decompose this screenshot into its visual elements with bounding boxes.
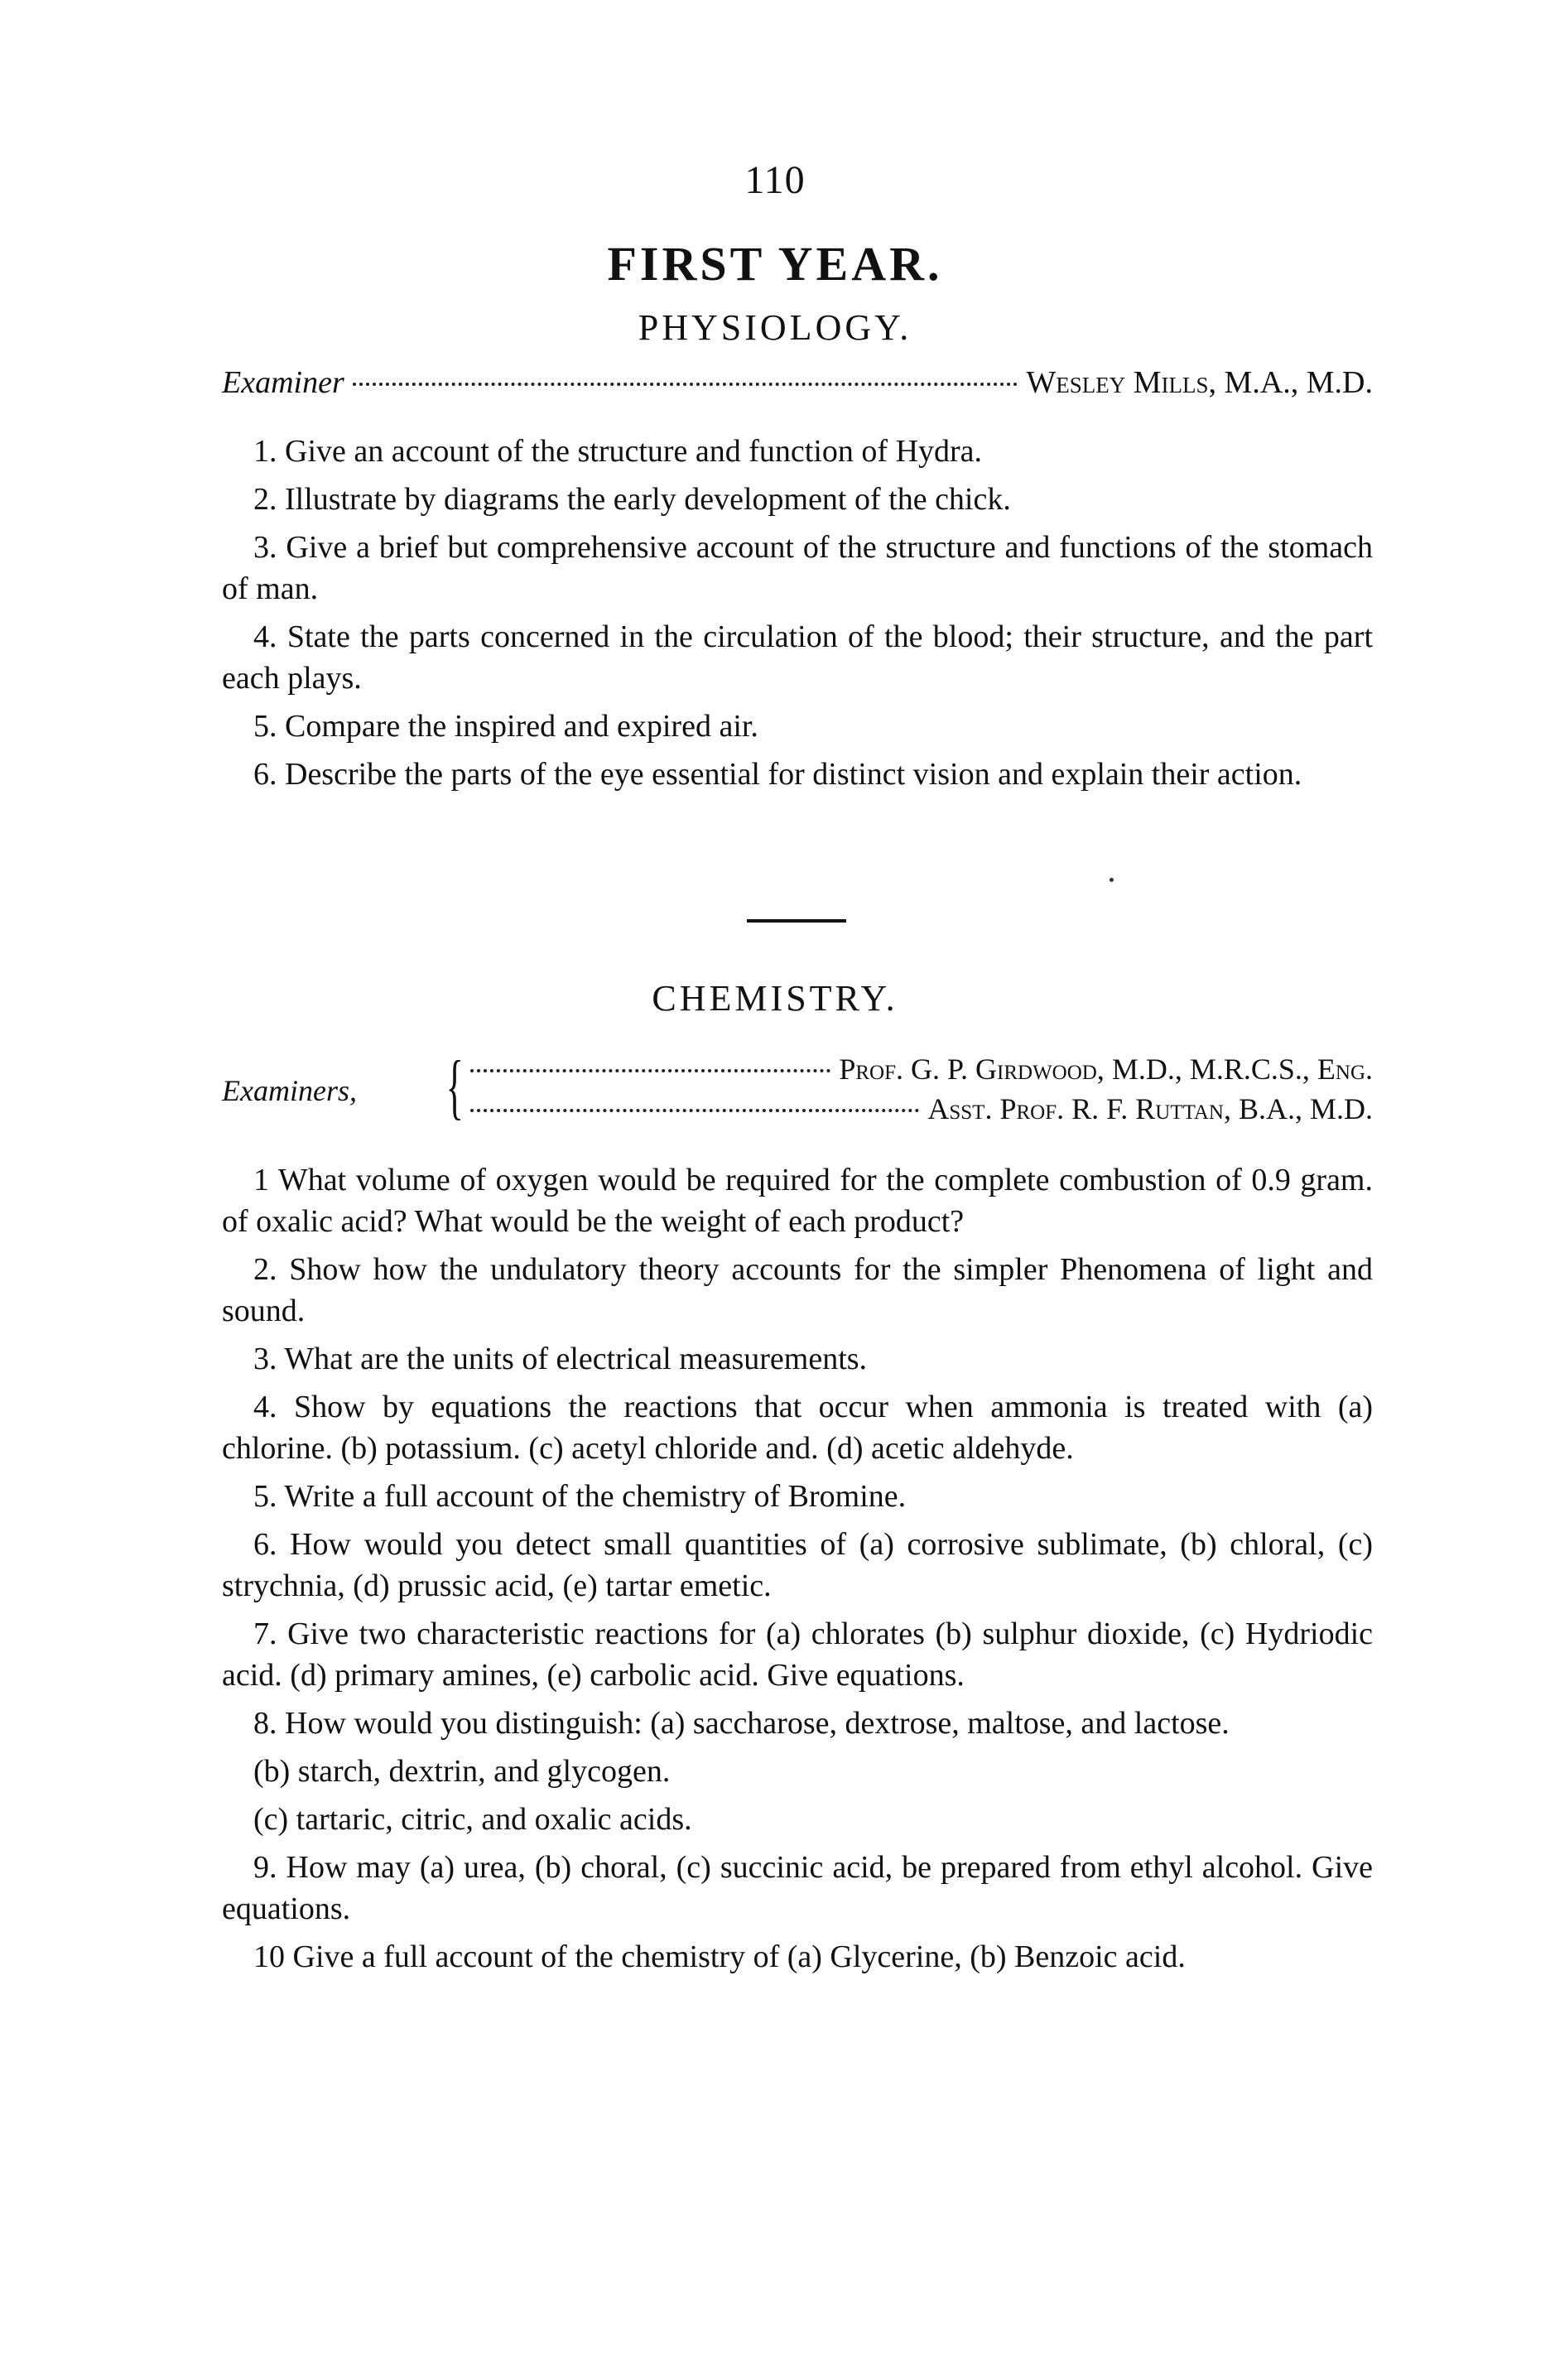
physiology-examiner-line (222, 364, 1373, 401)
chemistry-question: 9. How may (a) urea, (b) choral, (c) succinic acid, be prepared from ethyl alcohol. Give equations. (222, 1850, 1373, 1926)
chemistry-question: 4. Show by equations the reactions that occur when ammonia is treated with (a) chlorine. (b) potassium. (c) acetyl chloride and. (d) acetic aldehyde. (222, 1390, 1373, 1466)
chemistry-examiners (222, 1047, 1373, 1141)
chemistry-subquestion: (b) starch, dextrin, and glycogen. (253, 1754, 671, 1789)
physiology-question: 6. Describe the parts of the eye essential for distinct vision and explain their action. (253, 757, 1302, 792)
physiology-question: 2. Illustrate by diagrams the early development of the chick. (253, 482, 1011, 517)
chemistry-question: 1 What volume of oxygen would be required for the complete combustion of 0.9 gram. of oxalic acid? What would be the weight of each product? (222, 1163, 1373, 1239)
year-title: FIRST YEAR. (607, 237, 943, 291)
dot-leader (353, 383, 1018, 386)
chemistry-question: 3. What are the units of electrical measurements. (253, 1342, 868, 1376)
chemistry-question: 5. Write a full account of the chemistry of Bromine. (253, 1479, 907, 1514)
physiology-question: 5. Compare the inspired and expired air. (253, 709, 758, 744)
chemistry-examiner-row (470, 1052, 1373, 1086)
chemistry-question: 8. How would you distinguish: (a) saccharose, dextrose, maltose, and lactose. (253, 1706, 1230, 1741)
physiology-question: 1. Give an account of the structure and function of Hydra. (253, 434, 983, 469)
physiology-title: PHYSIOLOGY. (638, 307, 912, 348)
chemistry-title: CHEMISTRY. (652, 978, 898, 1019)
physiology-examiner-name: Wesley Mills, M.A., M.D. (1026, 365, 1373, 400)
chemistry-examiner-name: Asst. Prof. R. F. Ruttan, B.A., M.D. (927, 1092, 1373, 1125)
physiology-questions (222, 431, 1373, 802)
section-divider (747, 919, 846, 923)
chemistry-examiners-label: Examiners, (222, 1074, 357, 1107)
physiology-question: 4. State the parts concerned in the circulation of the blood; their structure, and the part each plays. (222, 619, 1373, 696)
physiology-question: 3. Give a brief but comprehensive account of the structure and functions of the stomach of man. (222, 530, 1373, 606)
brace-icon: { (445, 1047, 464, 1127)
chemistry-subquestion: (c) tartaric, citric, and oxalic acids. (253, 1802, 692, 1837)
chemistry-question: 10 Give a full account of the chemistry of (a) Glycerine, (b) Benzoic acid. (253, 1939, 1186, 1974)
chemistry-examiner-name: Prof. G. P. Girdwood, M.D., M.R.C.S., Eng. (839, 1053, 1373, 1086)
chemistry-question: 7. Give two characteristic reactions for (a) chlorates (b) sulphur dioxide, (c) Hydriodic acid. (d) primary amines, (e) carbolic acid. Give equations. (222, 1616, 1373, 1693)
chemistry-question: 6. How would you detect small quantities of (a) corrosive sublimate, (b) chloral, (c) strychnia, (d) prussic acid, (e) tartar emetic. (222, 1527, 1373, 1603)
print-speck (1110, 878, 1114, 882)
chemistry-questions (222, 1159, 1373, 1984)
dot-leader (470, 1069, 830, 1072)
dot-leader (470, 1109, 919, 1112)
chemistry-examiner-row (470, 1091, 1373, 1126)
chemistry-question: 2. Show how the undulatory theory accounts for the simpler Phenomena of light and sound. (222, 1252, 1373, 1328)
page-number: 110 (744, 158, 806, 202)
physiology-examiner-label: Examiner (222, 365, 344, 400)
